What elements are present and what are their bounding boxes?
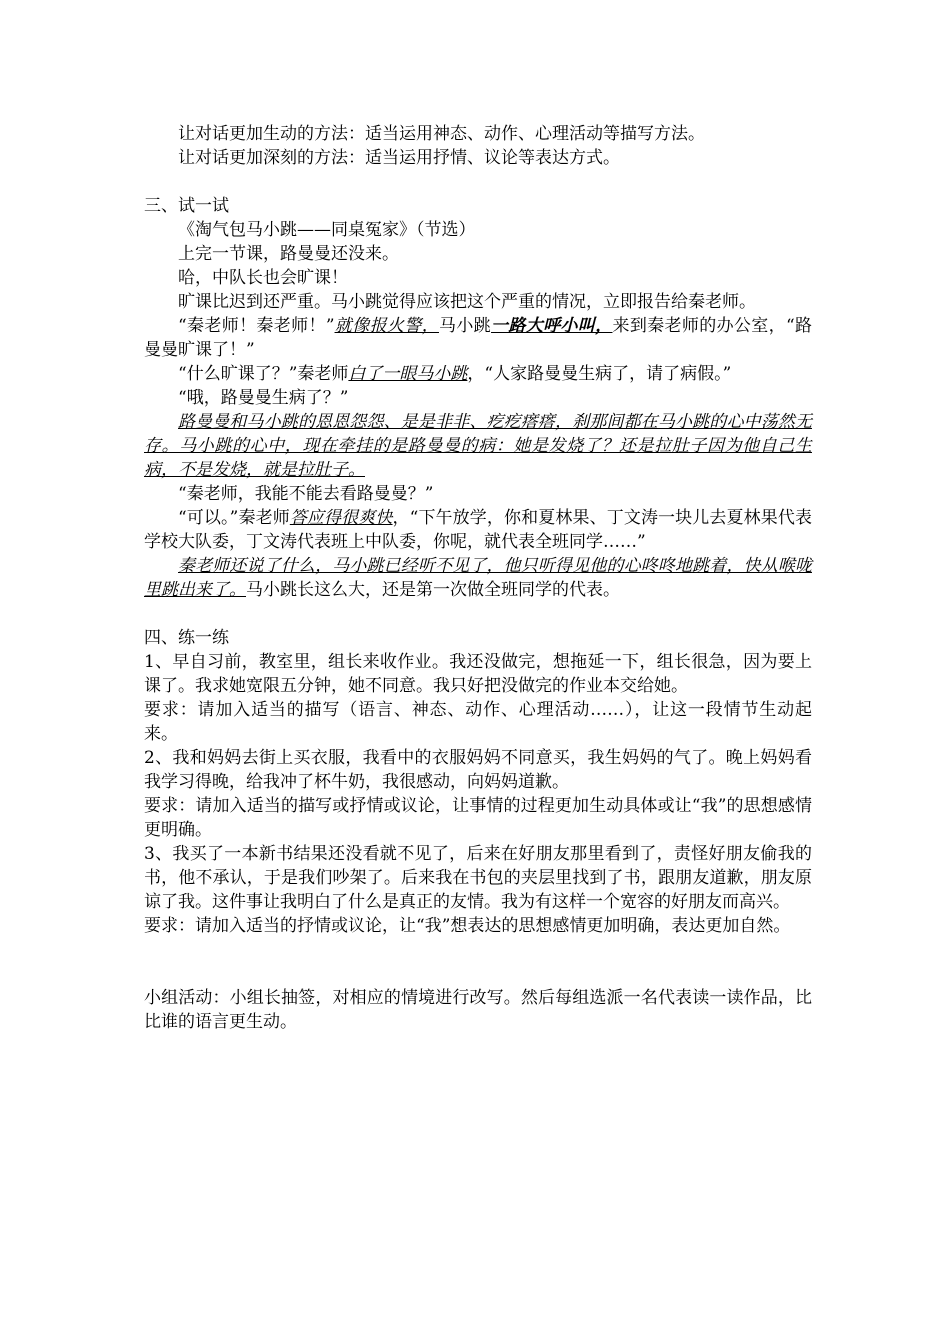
excerpt-title: 《淘气包马小跳——同桌冤家》（节选） — [178, 220, 476, 240]
plain-text: 来到秦老师的办公室，“路曼曼旷课了！” — [144, 316, 813, 360]
plain-text: “什么旷课了？”秦老师 — [178, 364, 349, 384]
exercise-item: 2、我和妈妈去街上买衣服，我看中的衣服妈妈不同意买，我生妈妈的气了。晚上妈妈看我学习得晚，给我冲了杯牛奶，我很感动，向妈妈道歉。 — [144, 748, 812, 792]
highlighted-phrase: 一路大呼小叫， — [491, 316, 613, 336]
document-page — [144, 122, 812, 1034]
highlighted-phrase: 秦老师还说了什么，马小跳已经听不见了，他只听得见他的心咚咚地跳着，快从喉咙里跳出来了。 — [144, 556, 812, 600]
exercise-requirement: 要求：请加入适当的抒情或议论，让“我”想表达的思想感情更加明确，表达更加自然。 — [144, 916, 791, 936]
exercise-requirement: 要求：请加入适当的描写或抒情或议论，让事情的过程更加生动具体或让“我”的思想感情更明确。 — [144, 796, 812, 840]
excerpt-paragraph: 上完一节课，路曼曼还没来。 — [178, 244, 399, 264]
highlighted-phrase: 白了一眼马小跳 — [348, 364, 468, 384]
excerpt-paragraph — [144, 554, 812, 602]
method-vivid: 让对话更加生动的方法：适当运用神态、动作、心理活动等描写方法。 — [178, 124, 705, 144]
highlighted-paragraph: 路曼曼和马小跳的恩恩怨怨、是是非非、疙疙瘩瘩，刹那间都在马小跳的心中荡然无存。马小跳的心中，现在牵挂的是路曼曼的病：她是发烧了？还是拉肚子因为他自己生病，不是发烧，就是拉肚子。 — [144, 412, 812, 480]
exercise-item: 1、早自习前，教室里，组长来收作业。我还没做完，想拖延一下，组长很急，因为要上课了。我求她宽限五分钟，她不同意。我只好把没做完的作业本交给她。 — [144, 652, 812, 696]
method-deep: 让对话更加深刻的方法：适当运用抒情、议论等表达方式。 — [178, 148, 620, 168]
plain-text: “可以。”秦老师 — [178, 508, 290, 528]
exercise-item: 3、我买了一本新书结果还没看就不见了，后来在好朋友那里看到了，责怪好朋友偷我的书，他不承认，于是我们吵架了。后来我在书包的夹层里找到了书，跟朋友道歉，朋友原谅了我。这件事让我明白了什么是真正的友情。我为有这样一个宽容的好朋友而高兴。 — [144, 844, 812, 912]
plain-text: ，“人家路曼曼生病了，请了病假。” — [467, 364, 732, 384]
excerpt-paragraph: “哦，路曼曼生病了？” — [178, 388, 349, 408]
dialogue-text: “秦老师！秦老师！” — [178, 316, 335, 336]
plain-text: ，“下午放学，你和夏林果、丁文涛一块儿去夏林果代表学校大队委，丁文涛代表班上中队委，你呢，就代表全班同学……” — [144, 508, 812, 552]
excerpt-paragraph — [144, 506, 812, 554]
highlighted-phrase: 答应得很爽快 — [289, 508, 393, 528]
excerpt-paragraph — [144, 314, 812, 362]
section-3-heading: 三、试一试 — [144, 196, 229, 216]
excerpt-paragraph: “秦老师，我能不能去看路曼曼？” — [178, 484, 434, 504]
excerpt-paragraph: 哈，中队长也会旷课！ — [178, 268, 348, 288]
plain-text: 马小跳长这么大，还是第一次做全班同学的代表。 — [246, 580, 620, 600]
plain-text: 马小跳 — [438, 316, 492, 336]
excerpt-paragraph: 旷课比迟到还严重。马小跳觉得应该把这个严重的情况，立即报告给秦老师。 — [178, 292, 756, 312]
section-4-heading: 四、练一练 — [144, 628, 229, 648]
exercise-requirement: 要求：请加入适当的描写（语言、神态、动作、心理活动……），让这一段情节生动起来。 — [144, 700, 812, 744]
excerpt-paragraph — [144, 362, 812, 386]
group-activity: 小组活动：小组长抽签，对相应的情境进行改写。然后每组选派一名代表读一读作品，比比谁的语言更生动。 — [144, 988, 812, 1032]
highlighted-phrase: 就像报火警， — [334, 316, 439, 336]
